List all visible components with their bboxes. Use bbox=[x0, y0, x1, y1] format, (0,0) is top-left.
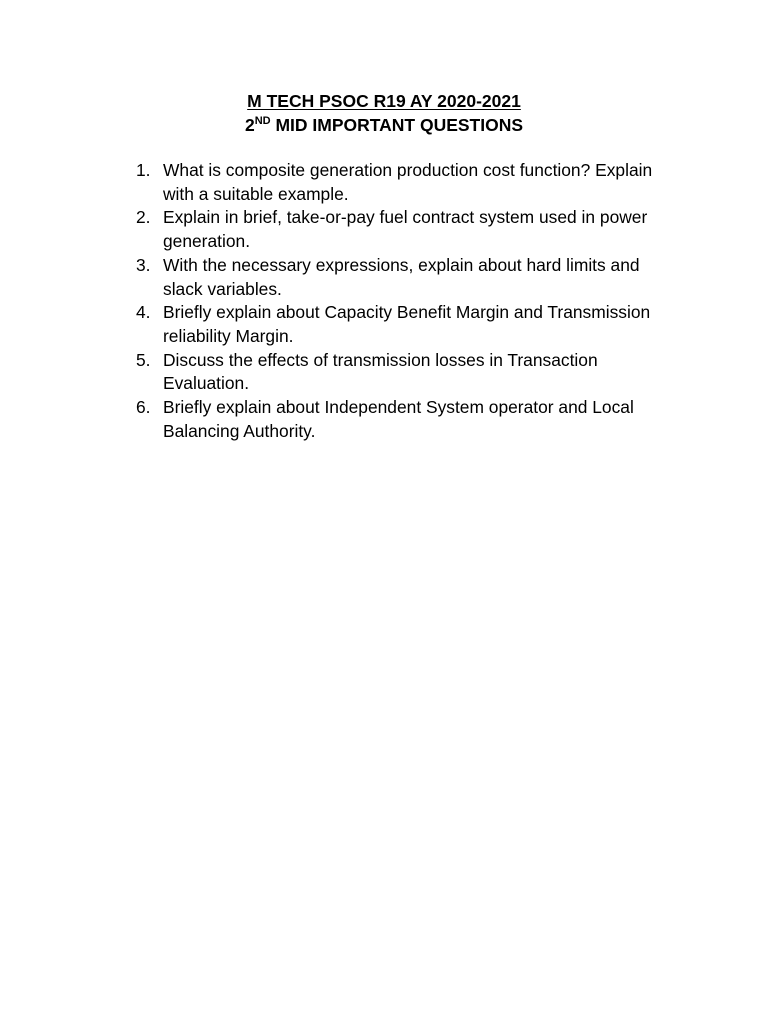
question-number: 5. bbox=[136, 349, 151, 370]
question-text: With the necessary expressions, explain about hard limits and slack variables. bbox=[163, 254, 640, 299]
question-number: 1. bbox=[136, 160, 151, 180]
question-text: What is composite generation production cost function? Explain with a suitable example. bbox=[163, 160, 653, 204]
question-list bbox=[136, 159, 656, 443]
question-text: Briefly explain about Capacity Benefit Margin and Transmission reliability Margin. bbox=[163, 302, 651, 346]
document-header bbox=[0, 89, 768, 137]
question-number: 4. bbox=[136, 302, 151, 323]
question-item bbox=[136, 349, 656, 396]
subtitle-ordinal-suffix: ND bbox=[254, 115, 271, 127]
question-item bbox=[136, 396, 656, 443]
question-item bbox=[136, 159, 656, 206]
question-number: 6. bbox=[136, 397, 151, 418]
question-item bbox=[136, 254, 656, 301]
question-text: Discuss the effects of transmission losses in Transaction Evaluation. bbox=[163, 349, 598, 394]
question-text: Explain in brief, take-or-pay fuel contract system used in power generation. bbox=[163, 207, 648, 252]
question-text: Briefly explain about Independent System operator and Local Balancing Authority. bbox=[163, 397, 634, 441]
question-item bbox=[136, 301, 656, 348]
subtitle-text: MID IMPORTANT QUESTIONS bbox=[270, 115, 524, 135]
question-number: 3. bbox=[136, 254, 151, 275]
document-title: M TECH PSOC R19 AY 2020-2021 bbox=[247, 91, 521, 111]
question-number: 2. bbox=[136, 207, 151, 228]
question-item bbox=[136, 206, 656, 253]
document-subtitle bbox=[0, 113, 768, 137]
subtitle-ordinal-number: 2 bbox=[244, 115, 255, 135]
